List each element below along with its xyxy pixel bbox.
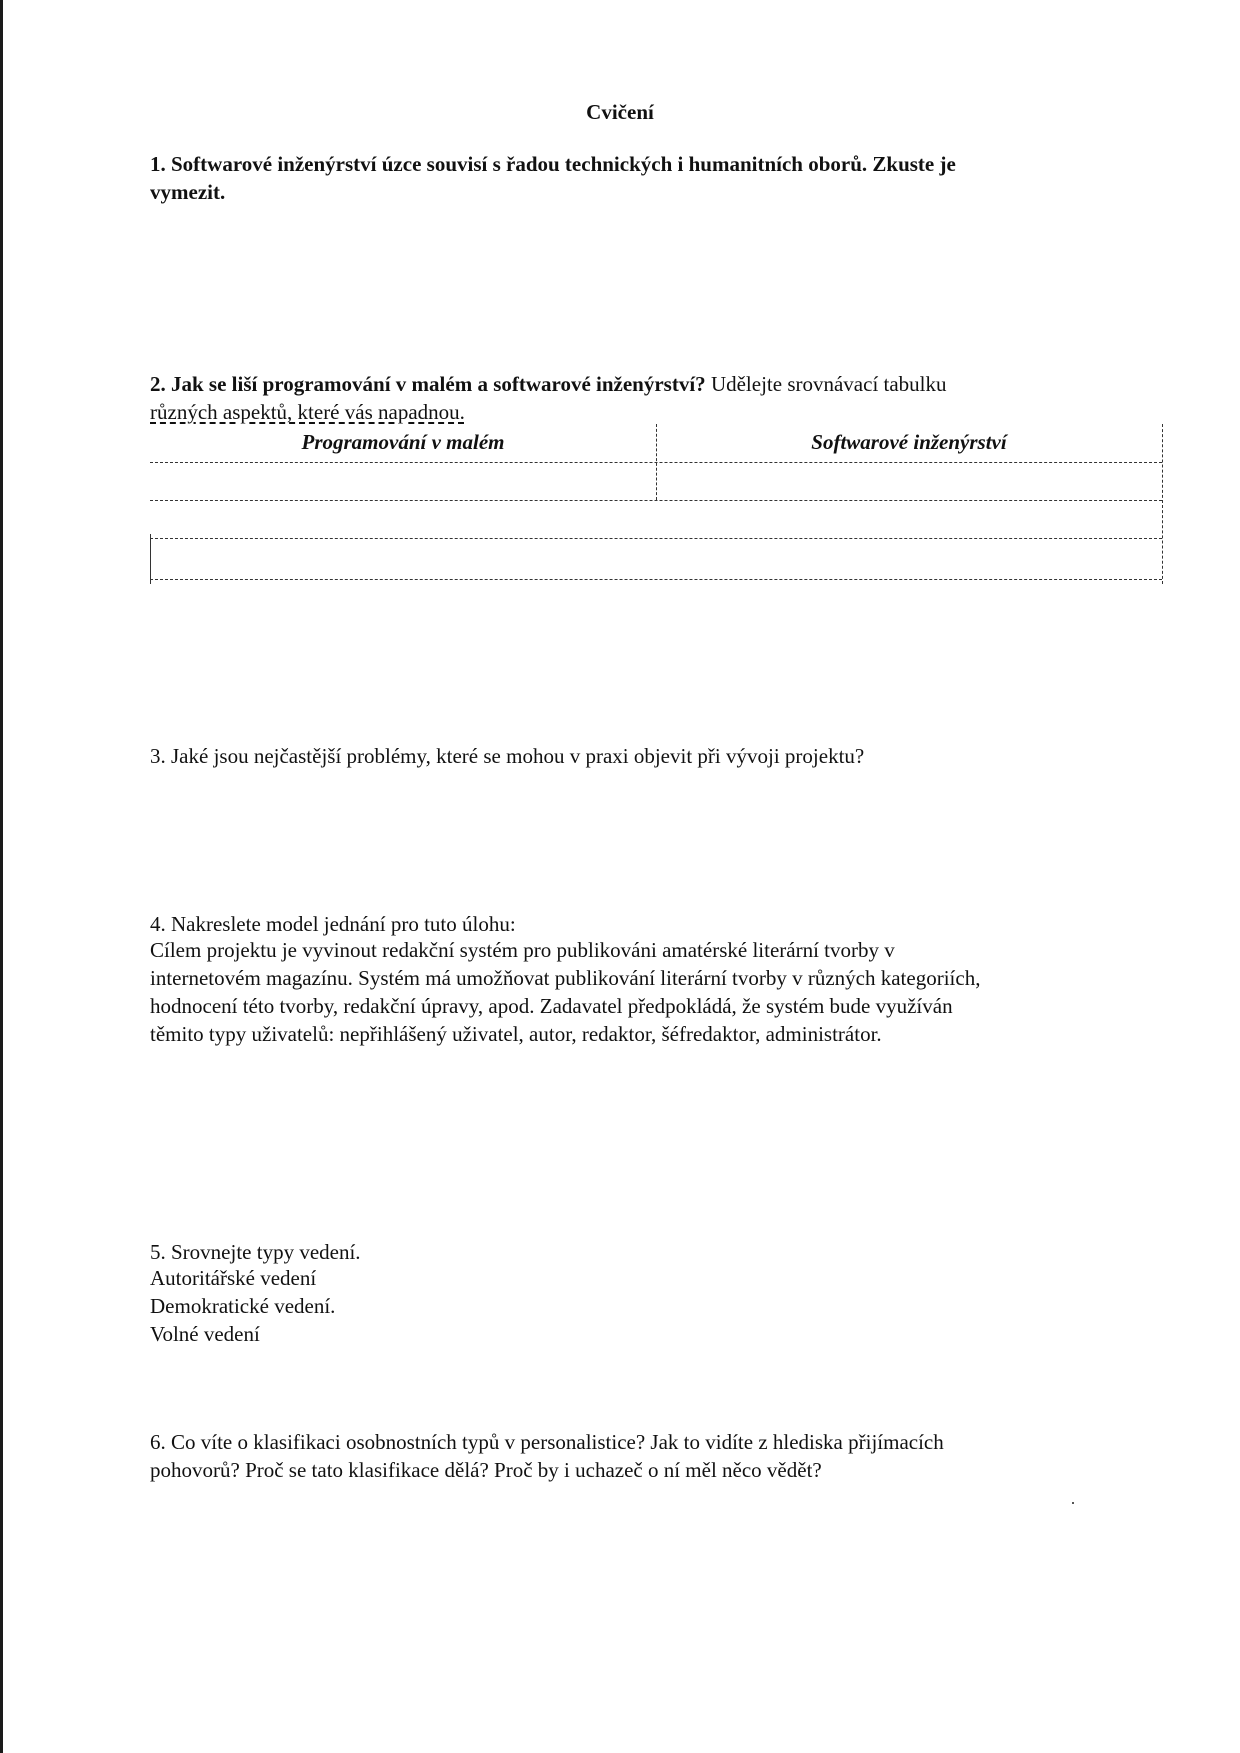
question-1-line-2: vymezit. — [150, 180, 226, 204]
leadership-type-item: Demokratické vedení. — [150, 1294, 336, 1318]
leadership-type-item: Autoritářské vedení — [150, 1266, 317, 1290]
leadership-type-item: Volné vedení — [150, 1322, 260, 1346]
page-title: Cvičení — [586, 100, 654, 124]
question-5-heading: 5. Srovnejte typy vedení. — [150, 1240, 361, 1264]
question-5-list — [150, 1264, 1160, 1348]
comparison-table — [150, 424, 1163, 584]
question-2-prompt: 2. Jak se liší programování v malém a softwarové inženýrství? — [150, 372, 706, 396]
table-header-programming-small: Programování v malém — [301, 430, 505, 454]
table-row-line — [150, 500, 1162, 501]
question-4-line: těmito typy uživatelů: nepřihlášený uživatel, autor, redaktor, šéfredaktor, administrátor. — [150, 1022, 882, 1046]
question-6-line-2: pohovorů? Proč se tato klasifikace dělá? Proč by i uchazeč o ní měl něco vědět? — [150, 1458, 822, 1482]
question-1-line-1: 1. Softwarové inženýrství úzce souvisí s řadou technických i humanitních oborů. Zkuste je — [150, 152, 956, 176]
question-4-line: Cílem projektu je vyvinout redakční systém pro publikováni amatérské literární tvorby v — [150, 938, 895, 962]
question-1 — [150, 150, 1160, 206]
question-2-line-1 — [150, 370, 1160, 398]
question-2 — [150, 370, 1160, 426]
question-2-line-2 — [150, 398, 1160, 426]
question-6-line-1: 6. Co víte o klasifikaci osobnostních typů v personalistice? Jak to vidíte z hlediska přijímacích — [150, 1430, 944, 1454]
table-header-software-engineering: Softwarové inženýrství — [811, 430, 1007, 454]
question-4-line: hodnocení této tvorby, redakční úpravy, apod. Zadavatel předpokládá, že systém bude využíván — [150, 994, 953, 1018]
question-4-heading: 4. Nakreslete model jednání pro tuto úlohu: — [150, 912, 516, 936]
scan-edge — [0, 0, 3, 1753]
scan-artifact-dot — [1072, 1502, 1074, 1504]
table-row-line — [150, 538, 1162, 539]
table-left-edge — [150, 534, 151, 584]
question-2-instruction-cont: různých aspektů, které vás napadnou. — [150, 400, 465, 424]
table-row-line — [150, 579, 1162, 580]
table-row-line — [150, 462, 1162, 463]
question-4-body — [150, 936, 1160, 1048]
question-2-instruction: Udělejte srovnávací tabulku — [705, 372, 947, 396]
question-6 — [150, 1428, 1160, 1484]
question-3: 3. Jaké jsou nejčastější problémy, které se mohou v praxi objevit při vývoji projektu? — [150, 744, 865, 768]
question-4-line: internetovém magazínu. Systém má umožňovat publikování literární tvorby v různých kategoriích, — [150, 966, 981, 990]
